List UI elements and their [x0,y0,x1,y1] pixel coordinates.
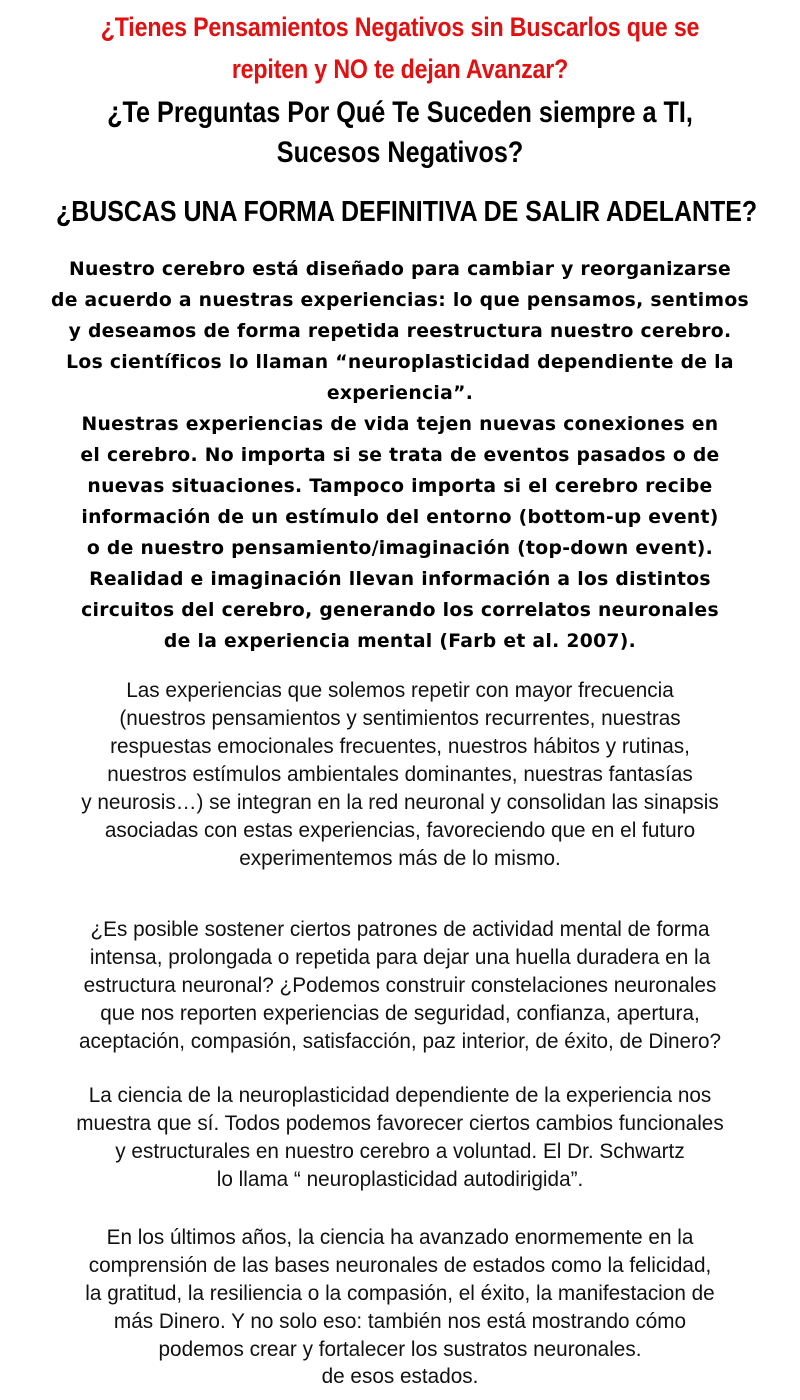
bold-paragraph-line: nuevas situaciones. Tampoco importa si el cerebro recibe [87,475,713,497]
bold-paragraph-line: información de un estímulo del entorno (bottom-up event) [81,506,719,528]
paragraph-1-line: experimentemos más de lo mismo. [239,847,561,870]
bold-paragraph-line: Nuestro cerebro está diseñado para cambiar y reorganizarse [68,258,732,280]
headline-black-line-1: ¿Te Preguntas Por Qué Te Suceden siempre a TI, [107,96,693,129]
bold-paragraph-line: experiencia”. [326,382,474,404]
paragraph-4-line: más Dinero. Y no solo eso: también nos está mostrando cómo [113,1310,687,1333]
bold-paragraph-line: Nuestras experiencias de vida tejen nuevas conexiones en [81,413,719,435]
paragraph-2-line: que nos reporten experiencias de seguridad, confianza, apertura, [100,1002,700,1025]
paragraph-1-line: y neurosis…) se integran en la red neuronal y consolidan las sinapsis [81,791,719,814]
paragraph-1-line: asociadas con estas experiencias, favoreciendo que en el futuro [104,819,696,842]
headline-caps: ¿BUSCAS UNA FORMA DEFINITIVA DE SALIR ADELANTE? [56,196,758,228]
paragraph-2-line: estructura neuronal? ¿Podemos construir constelaciones neuronales [83,974,717,997]
paragraph-4-line: de esos estados. [321,1365,479,1388]
paragraph-1-line: (nuestros pensamientos y sentimientos recurrentes, nuestras [119,707,681,730]
paragraph-2-line: intensa, prolongada o repetida para dejar una huella duradera en la [89,946,711,969]
paragraph-4-line: En los últimos años, la ciencia ha avanzado enormemente en la [106,1226,694,1249]
paragraph-2-line: ¿Es posible sostener ciertos patrones de actividad mental de forma [90,918,710,941]
paragraph-3-line: La ciencia de la neuroplasticidad dependiente de la experiencia nos [88,1084,712,1107]
paragraph-2-line: aceptación, compasión, satisfacción, paz interior, de éxito, de Dinero? [78,1030,722,1053]
bold-paragraph-line: de la experiencia mental (Farb et al. 2007). [163,630,637,652]
paragraph-4-line: la gratitud, la resiliencia o la compasión, el éxito, la manifestacion de [85,1282,715,1305]
bold-paragraph-line: circuitos del cerebro, generando los correlatos neuronales [81,599,719,621]
headline-black-line-2: Sucesos Negativos? [276,136,524,169]
headline-red-line-1: ¿Tienes Pensamientos Negativos sin Buscarlos que se [100,12,700,42]
paragraph-3-line: muestra que sí. Todos podemos favorecer ciertos cambios funcionales [76,1112,724,1135]
bold-paragraph-line: de acuerdo a nuestras experiencias: lo que pensamos, sentimos [50,289,750,311]
paragraph-3-line: y estructurales en nuestro cerebro a voluntad. El Dr. Schwartz [115,1140,685,1163]
bold-paragraph-line: o de nuestro pensamiento/imaginación (top-down event). [86,537,714,559]
bold-paragraph-line: el cerebro. No importa si se trata de eventos pasados o de [80,444,720,466]
bold-paragraph-line: Los científicos lo llaman “neuroplasticidad dependiente de la [66,351,734,373]
paragraph-1-line: Las experiencias que solemos repetir con mayor frecuencia [126,679,674,702]
paragraph-1-line: respuestas emocionales frecuentes, nuestros hábitos y rutinas, [110,735,690,758]
paragraph-4-line: comprensión de las bases neuronales de estados como la felicidad, [88,1254,712,1277]
paragraph-4-line: podemos crear y fortalecer los sustratos neuronales. [158,1338,642,1361]
bold-paragraph-line: y deseamos de forma repetida reestructura nuestro cerebro. [68,320,732,342]
paragraph-3-line: lo llama “ neuroplasticidad autodirigida”. [216,1168,584,1191]
paragraph-1-line: nuestros estímulos ambientales dominantes, nuestras fantasías [107,763,693,786]
bold-paragraph-line: Realidad e imaginación llevan información a los distintos [89,568,711,590]
headline-red-line-2: repiten y NO te dejan Avanzar? [231,54,569,84]
